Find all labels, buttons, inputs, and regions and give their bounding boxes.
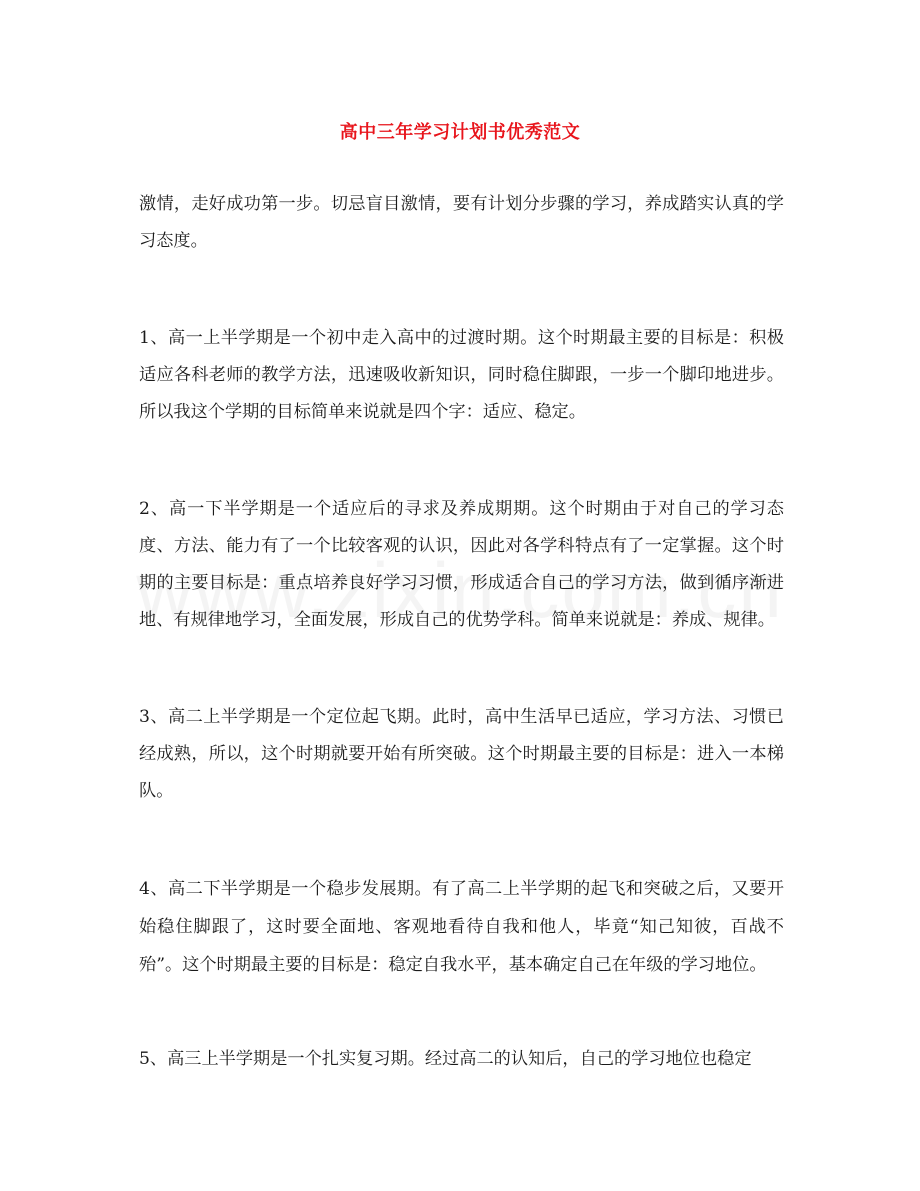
paragraph-intro: 激情，走好成功第一步。切忌盲目激情，要有计划分步骤的学习，养成踏实认真的学习态度。 <box>139 194 784 251</box>
paragraph-2: 2、高一下半学期是一个适应后的寻求及养成期期。这个时期由于对自己的学习态度、方法、能力有了一个比较客观的认识，因此对各学科特点有了一定掌握。这个时期的主要目标是：重点培养良好学习习惯，形成适合自己的学习方法，做到循序渐进地、有规律地学习，全面发展，形成自己的优势学科。简单来说就是：养成、规律。 <box>139 499 784 630</box>
document-body <box>139 186 784 1138</box>
paragraph-1: 1、高一上半学期是一个初中走入高中的过渡时期。这个时期最主要的目标是：积极适应各科老师的教学方法，迅速吸收新知识，同时稳住脚跟，一步一个脚印地进步。所以我这个学期的目标简单来说就是四个字：适应、稳定。 <box>139 328 784 422</box>
paragraph-4: 4、高二下半学期是一个稳步发展期。有了高二上半学期的起飞和突破之后，又要开始稳住脚跟了，这时要全面地、客观地看待自我和他人，毕竟“知己知彼，百战不殆”。这个时期最主要的目标是：稳定自我水平，基本确定自己在年级的学习地位。 <box>139 879 784 975</box>
page-title: 高中三年学习计划书优秀范文 <box>339 122 581 143</box>
paragraph-5: 5、高三上半学期是一个扎实复习期。经过高二的认知后，自己的学习地位也稳定 <box>139 1049 752 1069</box>
paragraph-3: 3、高二上半学期是一个定位起飞期。此时，高中生活早已适应，学习方法、习惯已经成熟，所以，这个时期就要开始有所突破。这个时期最主要的目标是：进入一本梯队。 <box>139 707 784 801</box>
